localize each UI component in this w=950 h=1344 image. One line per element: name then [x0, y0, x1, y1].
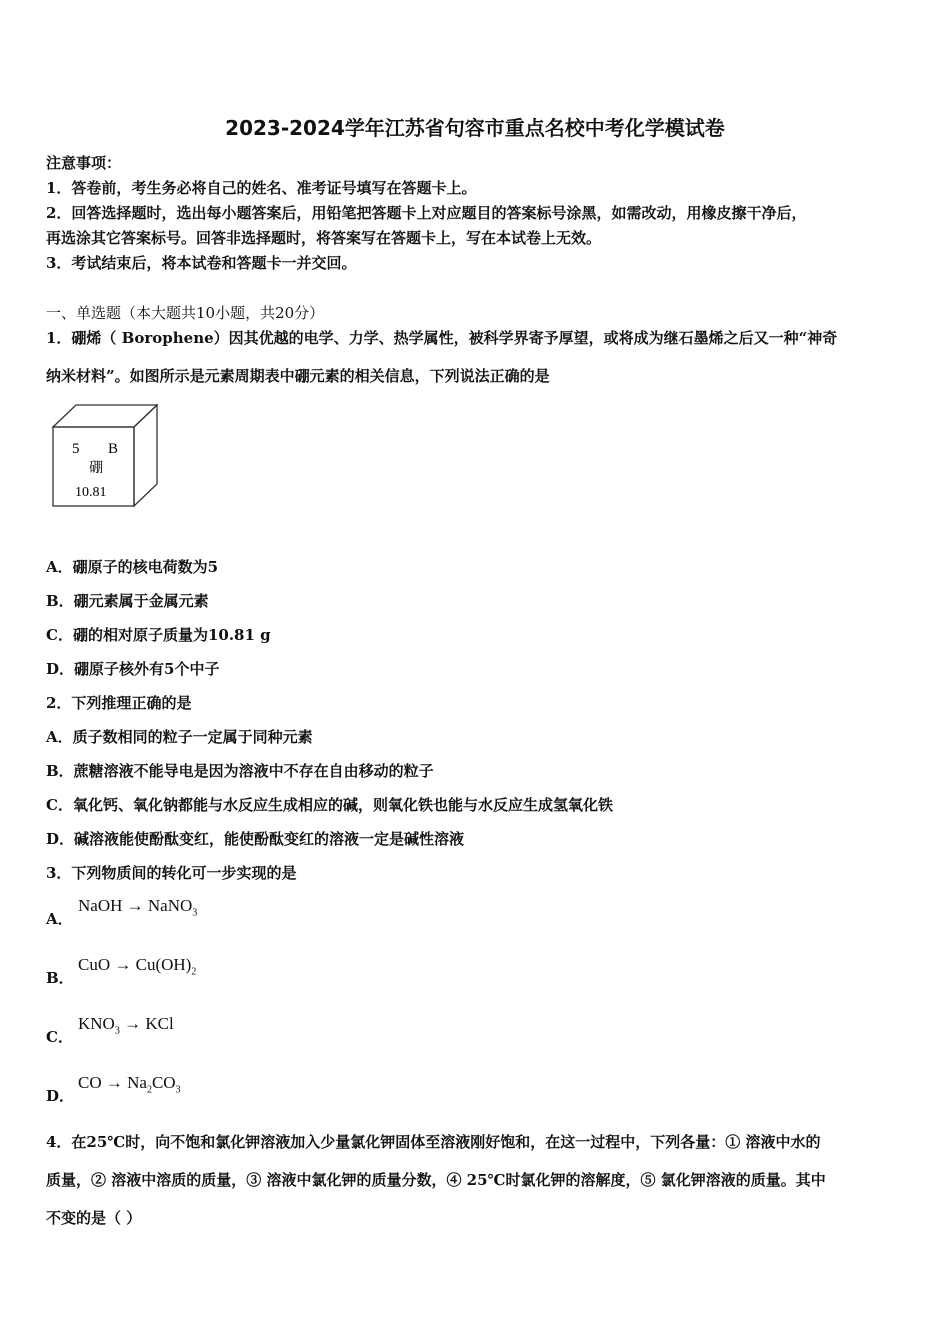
- q4-stem-line2: 质量，② 溶液中溶质的质量，③ 溶液中氯化钾的质量分数，④ 25℃时氯化钾的溶解度，⑤ 氯化钾溶液的质量。其中: [46, 1171, 826, 1189]
- element-atomic-number: 5: [72, 441, 80, 457]
- arrow-icon: →: [114, 955, 132, 974]
- q4-stem-line1: 4．在25℃时，向不饱和氯化钾溶液加入少量氯化钾固体至溶液刚好饱和，在这一过程中，下列各量：① 溶液中水的: [46, 1133, 821, 1151]
- q1-option-a: A．硼原子的核电荷数为5: [46, 558, 219, 576]
- subscript: 2: [191, 966, 197, 978]
- q3-option-b-label: B．: [46, 969, 74, 987]
- section-heading: 一、单选题（本大题共10小题，共20分）: [46, 304, 325, 322]
- q1-stem-line2: 纳米材料”。如图所示是元素周期表中硼元素的相关信息，下列说法正确的是: [46, 367, 550, 385]
- formula-to: KCl: [145, 1014, 174, 1033]
- formula-to-part: CO: [151, 1073, 176, 1092]
- q3-option-b-formula: [78, 955, 196, 977]
- q3-option-c-formula: [78, 1014, 174, 1036]
- element-name: 硼: [89, 461, 103, 476]
- subscript: 2: [146, 1084, 152, 1096]
- element-atomic-mass: 10.81: [75, 485, 107, 500]
- arrow-icon: →: [126, 896, 144, 915]
- page-title: 2023-2024学年江苏省句容市重点名校中考化学模试卷: [225, 116, 725, 140]
- q1-option-c: C．硼的相对原子质量为10.81 g: [46, 626, 271, 644]
- q3-option-d-label: D．: [46, 1087, 75, 1105]
- formula-from: CO: [78, 1073, 102, 1092]
- subscript: 3: [175, 1084, 181, 1096]
- notice-item: 3．考试结束后，将本试卷和答题卡一并交回。: [46, 254, 357, 272]
- formula-from: NaOH: [78, 896, 123, 915]
- q2-option-b: B．蔗糖溶液不能导电是因为溶液中不存在自由移动的粒子: [46, 762, 434, 780]
- arrow-icon: →: [124, 1014, 142, 1033]
- notice-heading: 注意事项：: [46, 154, 122, 172]
- q2-stem: 2．下列推理正确的是: [46, 694, 192, 712]
- subscript: 3: [192, 907, 198, 919]
- formula-to: Na: [127, 1073, 147, 1092]
- q1-stem-line1: 1．硼烯（ Borophene）因其优越的电学、力学、热学属性，被科学界寄予厚望，或将成为继石墨烯之后又一种“神奇: [46, 329, 838, 347]
- q1-option-b: B．硼元素属于金属元素: [46, 592, 209, 610]
- q2-option-d: D．碱溶液能使酚酞变红，能使酚酞变红的溶液一定是碱性溶液: [46, 830, 465, 848]
- q3-option-a-formula: [78, 896, 197, 918]
- element-symbol: B: [108, 441, 119, 457]
- q1-option-d: D．硼原子核外有5个中子: [46, 660, 220, 678]
- notice-item: 1．答卷前，考生务必将自己的姓名、准考证号填写在答题卡上。: [46, 179, 477, 197]
- q3-option-a-label: A．: [46, 910, 73, 928]
- q3-option-d-formula: [78, 1073, 181, 1095]
- arrow-icon: →: [105, 1073, 123, 1092]
- q2-option-c: C．氧化钙、氧化钠都能与水反应生成相应的碱，则氧化铁也能与水反应生成氢氧化铁: [46, 796, 613, 814]
- notice-item: 2．回答选择题时，选出每小题答案后，用铅笔把答题卡上对应题目的答案标号涂黑，如需改动，用橡皮擦干净后，: [46, 204, 807, 222]
- q3-option-c-label: C．: [46, 1028, 73, 1046]
- subscript: 3: [114, 1025, 120, 1037]
- q2-option-a: A．质子数相同的粒子一定属于同种元素: [46, 728, 313, 746]
- q3-stem: 3．下列物质间的转化可一步实现的是: [46, 864, 297, 882]
- formula-from: CuO: [78, 955, 111, 974]
- formula-to: NaNO: [147, 896, 193, 915]
- formula-from: KNO: [78, 1014, 115, 1033]
- boron-element-card: [50, 402, 162, 510]
- notice-item: 再选涂其它答案标号。回答非选择题时，将答案写在答题卡上，写在本试卷上无效。: [46, 229, 602, 247]
- formula-to: Cu(OH): [135, 955, 192, 974]
- q4-stem-line3: 不变的是（ ）: [46, 1209, 142, 1227]
